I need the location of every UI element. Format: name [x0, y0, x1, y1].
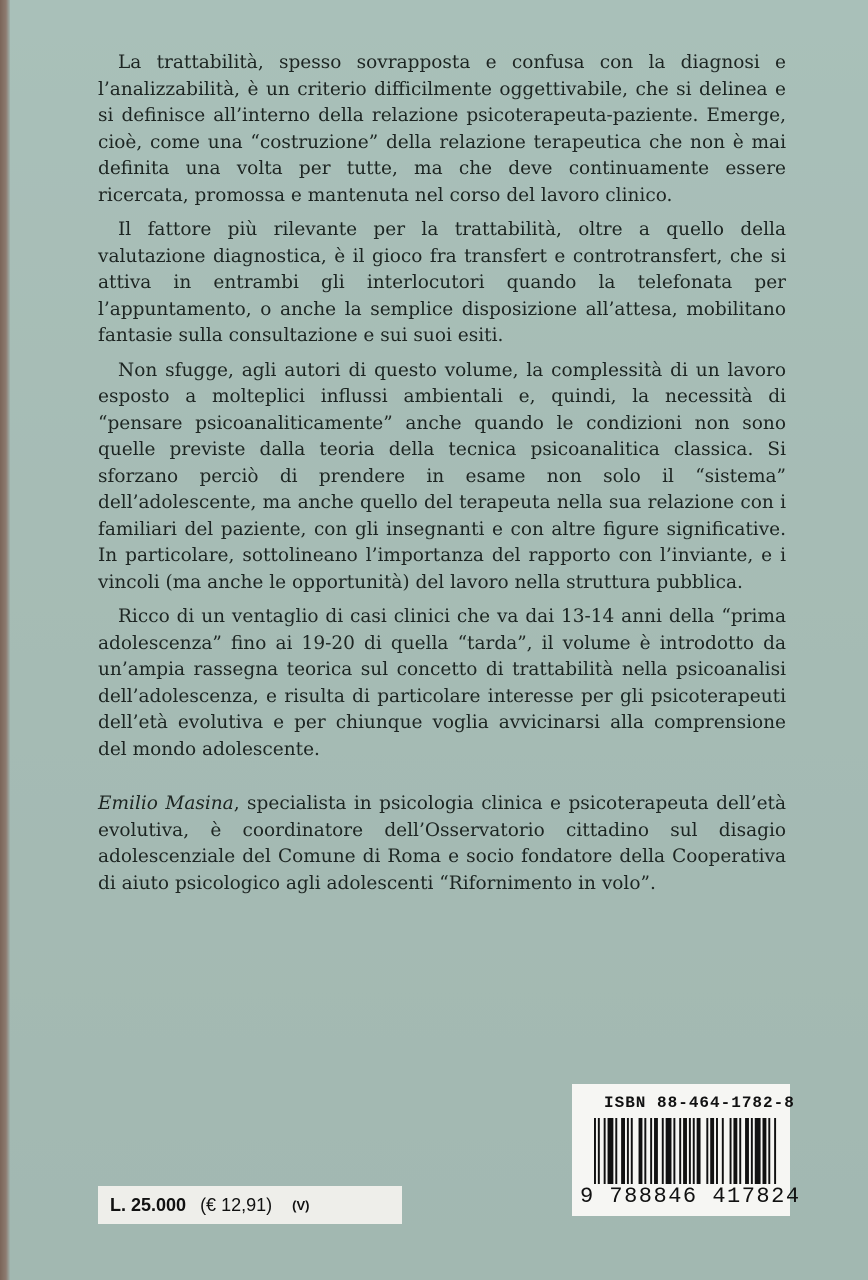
- ean-digits: 9 788846 417824: [580, 1184, 801, 1209]
- author-bio: [98, 791, 786, 897]
- blurb-paragraph-2: Il fattore più rilevante per la trattabilità, oltre a quello della valutazione diagnostica, è il gioco fra transfert e controtransfert, che si attiva in entrambi gli interlocutori quando la telefonata per l’appuntamento, o anche la semplice disposizione all’attesa, mobilitano fantasie sulla consultazione e sui suoi esiti.: [98, 219, 786, 346]
- author-bio-text: , specialista in psicologia clinica e psicoterapeuta dell’età evolutiva, è coordinatore dell’Osservatorio cittadino sul disagio adolescenziale del Comune di Roma e socio fondatore della Cooperativa di aiuto psicologico agli adolescenti “Rifornimento in volo”.: [98, 793, 786, 894]
- blurb-paragraph-4: Ricco di un ventaglio di casi clinici che va dai 13-14 anni della “prima adolescenza” fino ai 19-20 di quella “tarda”, il volume è introdotto da un’ampia rassegna teorica sul concetto di trattabilità nella psicoanalisi dell’adolescenza, e risulta di particolare interesse per gli psicoterapeuti dell’età evolutiva e per chiunque voglia avvicinarsi alla comprensione del mondo adolescente.: [98, 606, 786, 760]
- blurb-text: [98, 50, 786, 905]
- price-sticker: [98, 1186, 402, 1224]
- isbn-number: ISBN 88-464-1782-8: [604, 1094, 795, 1112]
- price-code: (V): [292, 1197, 310, 1213]
- barcode-bars: [594, 1118, 778, 1184]
- book-spine-edge: [0, 0, 10, 1280]
- price-euro: (€ 12,91): [200, 1194, 273, 1215]
- price-lire: L. 25.000: [110, 1194, 187, 1215]
- blurb-paragraph-1: La trattabilità, spesso sovrapposta e confusa con la diagnosi e l’analizzabilità, è un criterio difficilmente oggettivabile, che si delinea e si definisce all’interno della relazione psicoterapeuta-paziente. Emerge, cioè, come una “costruzione” della relazione terapeutica che non è mai definita una volta per tutte, ma che deve continuamente essere ricercata, promossa e mantenuta nel corso del lavoro clinico.: [98, 52, 786, 206]
- author-name: Emilio Masina: [98, 793, 234, 814]
- barcode-label: [572, 1084, 801, 1216]
- blurb-paragraph-3: Non sfugge, agli autori di questo volume, la complessità di un lavoro esposto a molteplici influssi ambientali e, quindi, la necessità di “pensare psicoanaliticamente” anche quando le condizioni non sono quelle previste dalla teoria della tecnica psicoanalitica classica. Si sforzano perciò di prendere in esame non solo il “sistema” dell’adolescente, ma anche quello del terapeuta nella sua relazione con i familiari del paziente, con gli insegnanti e con altre figure significative. In particolare, sottolineano l’importanza del rapporto con l’inviante, e i vincoli (ma anche le opportunità) del lavoro nella struttura pubblica.: [98, 359, 786, 593]
